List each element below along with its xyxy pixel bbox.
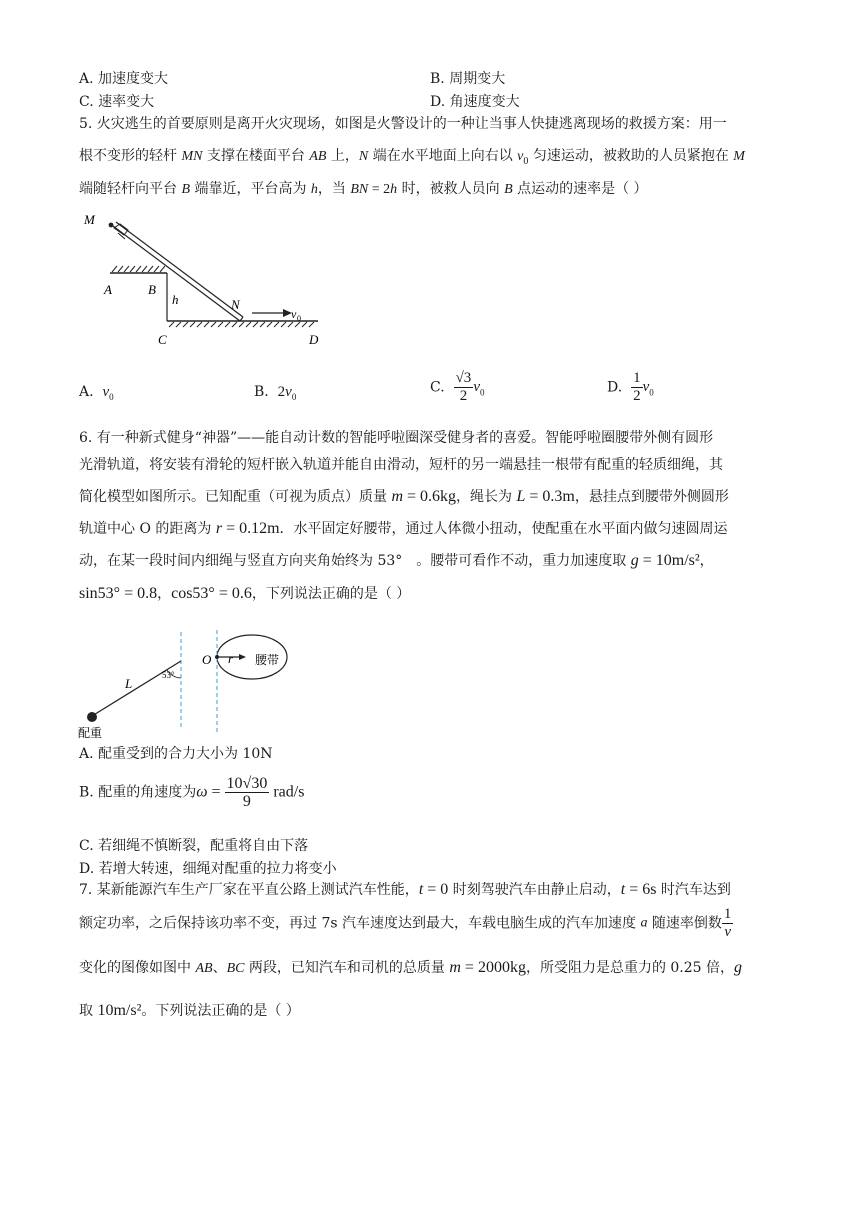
label-v0: v — [291, 307, 297, 321]
q7-stem-line4: 取 10m/s²。下列说法正确的是（ ） — [79, 1002, 300, 1019]
q6-stem-line2: 光滑轨道，将安装有滑轮的短杆嵌入轨道并能自由滑动，短杆的另一端悬挂一根带有配重的轻质细绳，其 — [79, 457, 723, 473]
q4-option-a: A. 加速度变大 — [79, 71, 169, 87]
q6-stem-line1: 6. 有一种新式健身“神器”——能自动计数的智能呼啦圈深受健身者的喜爱。智能呼啦圈腰带外侧有圆形 — [79, 430, 714, 446]
q6-stem-line6: sin53° = 0.8，cos53° = 0.6，下列说法正确的是（ ） — [79, 585, 411, 602]
q4-option-b: B. 周期变大 — [430, 71, 506, 87]
q6-stem-line3: 简化模型如图所示。已知配重（可视为质点）质量 m = 0.6kg，绳长为 L = 0.3m，悬挂点到腰带外侧圆形 — [79, 488, 729, 505]
q7-stem-line3: 变化的图像如图中 AB、BC 两段，已知汽车和司机的总质量 m = 2000kg，所受阻力是总重力的 0.25 倍，g — [79, 959, 743, 976]
q5-stem-line2: 根不变形的轻杆 MN 支撑在楼面平台 AB 上，N 端在水平地面上向右以 $v_0$ 匀速运动，被救助的人员紧抱在 M — [79, 148, 745, 167]
q6-hula-hoop-diagram — [78, 626, 298, 741]
q5-stem-line3: 端随轻杆向平台 B 端靠近，平台高为 h，当 BN = 2h 时，被救人员向 B 点运动的速率是（ ） — [79, 181, 648, 197]
label-D: D — [309, 332, 319, 347]
q6-stem-line5: 动，在某一段时间内细绳与竖直方向夹角始终为 53° 。腰带可看作不动，重力加速度取 g = 10m/s²， — [79, 552, 714, 569]
q6-option-d: D. 若增大转速，细绳对配重的拉力将变小 — [79, 861, 337, 877]
label-h: h — [172, 292, 179, 307]
q5-option-a: A. $v_0$ — [79, 384, 114, 402]
q5-rescue-diagram — [80, 208, 330, 353]
q4-option-d: D. 角速度变大 — [430, 94, 520, 110]
q6-option-b: B. 配重的角速度为ω = $\frac{10√30}{9}$ rad/s — [79, 775, 305, 810]
q6-stem-line4: 轨道中心 O 的距离为 r = 0.12m．水平固定好腰带，通过人体微小扭动，使配重在水平面内做匀速圆周运 — [79, 520, 728, 537]
label-O: O — [202, 652, 212, 667]
q4-option-c: C. 速率变大 — [79, 94, 155, 110]
q6-option-a: A. 配重受到的合力大小为 10N — [79, 746, 273, 762]
svg-text:0: 0 — [297, 314, 301, 323]
q7-stem-line2: 额定功率，之后保持该功率不变，再过 7s 汽车速度达到最大，车载电脑生成的汽车加速度 a 随速率倒数 $\frac{1}{v}$ — [79, 906, 732, 940]
label-B: B — [148, 282, 156, 297]
label-weight: 配重 — [78, 726, 103, 740]
label-angle: 53° — [162, 670, 175, 680]
q6-option-c: C. 若细绳不慎断裂，配重将自由下落 — [79, 838, 309, 854]
q7-stem-line1: 7. 某新能源汽车生产厂家在平直公路上测试汽车性能，t = 0 时刻驾驶汽车由静止启动，t = 6s 时汽车达到 — [79, 881, 731, 898]
label-M: M — [84, 212, 95, 227]
label-N: N — [231, 297, 240, 312]
q5-option-d: D. $\frac{1}{2}$ $v_0$ — [607, 370, 654, 404]
label-belt: 腰带 — [255, 653, 280, 667]
q5-option-b: B. $2v_0$ — [254, 384, 297, 402]
q5-option-c: C. $\frac{√3}{2}$ $v_0$ — [430, 370, 485, 404]
label-L: L — [125, 676, 133, 691]
label-C: C — [158, 332, 167, 347]
label-r: r — [228, 651, 234, 666]
label-A: A — [104, 282, 112, 297]
q5-stem-line1: 5. 火灾逃生的首要原则是离开火灾现场，如图是火警设计的一种让当事人快捷逃离现场的救援方案：用一 — [79, 116, 727, 132]
